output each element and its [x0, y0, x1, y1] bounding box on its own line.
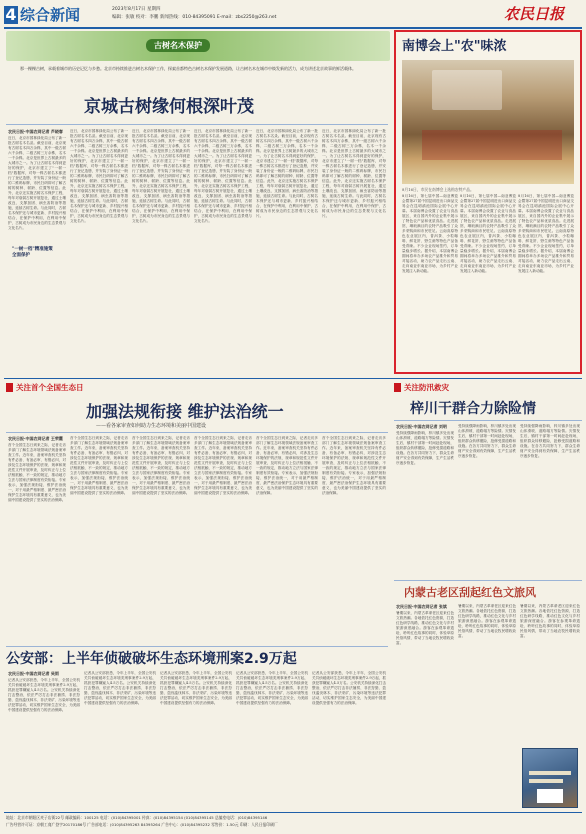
eco-byline: 农民日报·中国农网记者 王荣霞 [8, 436, 63, 441]
eco-divider [6, 432, 388, 433]
section-tag-label: 关注防汛救灾 [404, 383, 449, 392]
newspaper-logo: 农民日报 [504, 5, 565, 23]
main-body-col-3: 近日，北京市园林绿化局公布了新一批古树名木名录。截至目前，北京现有古树名木四万余株，其中一级古树六千余株、二级古树三万余株，名木一千余株。北京是世界上古树最多的大城市之一。为了让古树名木得到更好的保护，北京市建立了"一树一档"数据库，对每一株古树名木都进行了登记造册，并安装了身份证一般的二维码标牌，市民扫码即可了解古树的树种、树龄、位置等信息。此外，北京还实施古树名木保护工程，每年对衰弱古树开展复壮，通过土壤改良、支撑加固、病虫害防治等措施，延续古树生命。与此同时，古树名木保护还与城市更新、乡村振兴相结合，在保护中利用，在利用中保护，古树成为市民身边的生态景观与文化名片。 [132, 129, 190, 223]
masthead [4, 4, 582, 26]
section-tag-left [6, 382, 390, 393]
bottom-body-col-2: 记者从公安部获悉，今年上半年，全国公安机关共侦破破坏生态环境类刑事案件2.9万起，抓获犯罪嫌疑人4.5万名。公安机关持续深化打击整治，依法严厉打击非法捕捞、非法狩猎、盗伐滥伐林木、非法采矿、污染环境等违法犯罪活动，切实维护国家生态安全，为美丽中国建设提供坚强有力的法治保障。 [84, 671, 156, 705]
flood-divider [394, 420, 582, 421]
main-body-col-2: 近日，北京市园林绿化局公布了新一批古树名木名录。截至目前，北京现有古树名木四万余株，其中一级古树六千余株、二级古树三万余株，名木一千余株。北京是世界上古树最多的大城市之一。为了让古树名木得到更好的保护，北京市建立了"一树一档"数据库，对每一株古树名木都进行了登记造册，并安装了身份证一般的二维码标牌，市民扫码即可了解古树的树种、树龄、位置等信息。此外，北京还实施古树名木保护工程，每年对衰弱古树开展复壮，通过土壤改良、支撑加固、病虫害防治等措施，延续古树生命。与此同时，古树名木保护还与城市更新、乡村振兴相结合，在保护中利用，在利用中保护，古树成为市民身边的生态景观与文化名片。 [70, 129, 128, 223]
eco-headline: 加强法规衔接 维护法治统一 [86, 402, 284, 421]
photo-highlight [432, 70, 502, 110]
section-rule [4, 378, 582, 379]
im-divider [394, 580, 582, 581]
footer-line-1: 地址：北京市朝阳区麦子店街22号 邮政编码：100125 电话：(010)84395001 传真：(010)84395154 (010)84395145 总编室电话：(010)84395146 [6, 815, 268, 820]
tag-marker [394, 383, 401, 392]
bottom-headline: 公安部：上半年侦破破坏生态环境刑案2.9万起 [6, 651, 297, 667]
tag-marker [6, 383, 13, 392]
sidebar-body-col-2: 8月16日，第七届中国—南亚博览会暨第27届中国昆明进出口商品交易会在昆明滇池国际会展中心开幕。本届南博会设置了农业与食品展区，来自国内外的企业集中展示了特色农产品和优质食品。走进展馆，琳琅满目的农特产品吸引了众多采购商和市民驻足。云南高原特色农业展区内，普洱茶、小粒咖啡、鲜花饼、野生菌等特色产品备受青睐。不少企业现场签约，订单量稳步增长。据介绍，本届南博会期间将举办多场农产品推介和贸易对接活动，助力农产品走出云南、走向南亚东南亚市场，为乡村产业发展注入新动能。 [460, 194, 516, 273]
eco-body-col-1: 首个全国生态日到来之际，记者走访多部门了解生态环境领域法规备案审查工作。近年来，备案审查机关坚持有件必备、有备必审、有错必纠，对涉及生态环境保护的法规、规章和规范性文件开展审查，及时纠正与上位法相抵触、不一致的规定，推动地方立法与国家法律制度有效衔接。专家表示，加强法规衔接、维护法治统一，对于用最严格制度、最严密法治保护生态环境具有重要意义，也为美丽中国建设提供了坚实的法治保障。 [8, 443, 66, 502]
banner [6, 31, 390, 61]
eco-body-col-5: 首个全国生态日到来之际，记者走访多部门了解生态环境领域法规备案审查工作。近年来，备案审查机关坚持有件必备、有备必审、有错必纠，对涉及生态环境保护的法规、规章和规范性文件开展审查，及时纠正与上位法相抵触、不一致的规定，推动地方立法与国家法律制度有效衔接。专家表示，加强法规衔接、维护法治统一，对于用最严格制度、最严密法治保护生态环境具有重要意义，也为美丽中国建设提供了坚实的法治保障。 [256, 436, 318, 495]
sidebar-photo [402, 60, 574, 184]
photo-stall [422, 130, 562, 160]
main-body-col-6: 近日，北京市园林绿化局公布了新一批古树名木名录。截至目前，北京现有古树名木四万余株，其中一级古树六千余株、二级古树三万余株，名木一千余株。北京是世界上古树最多的大城市之一。为了让古树名木得到更好的保护，北京市建立了"一树一档"数据库，对每一株古树名木都进行了登记造册，并安装了身份证一般的二维码标牌，市民扫码即可了解古树的树种、树龄、位置等信息。此外，北京还实施古树名木保护工程，每年对衰弱古树开展复壮，通过土壤改良、支撑加固、病虫害防治等措施，延续古树生命。与此同时，古树名木保护还与城市更新、乡村振兴相结合，在保护中利用，在利用中保护，古树成为市民身边的生态景观与文化名片。 [322, 129, 386, 218]
flood-body-col-2: 受持续强降雨影响，梓川镇多处出现山体滑坡、道路塌方等险情。灾情发生后，镇村干部第一时间赶赴现场，组织群众转移避险，抢修受损道路和设施。在各方共同努力下，群众生命财产安全得到有效保障，生产生活秩序逐步恢复。 [458, 424, 516, 458]
im-body-col-2: 暑期以来，内蒙古革命老区迎来红色文旅热潮。各地依托红色资源，打造红色研学线路，推动红色文化与乡村旅游深度融合。游客在参观革命遗址、聆听红色故事的同时，体验草原民俗风情，带动了当地农牧民增收致富。 [458, 604, 516, 638]
flood-body-col-3: 受持续强降雨影响，梓川镇多处出现山体滑坡、道路塌方等险情。灾情发生后，镇村干部第一时间赶赴现场，组织群众转移避险，抢修受损道路和设施。在各方共同努力下，群众生命财产安全得到有效保障，生产生活秩序逐步恢复。 [520, 424, 580, 458]
divider [6, 124, 388, 125]
footer-rule [4, 812, 582, 813]
sidebar-photo-caption: 8月16日，市民在南博会上选购农特产品。 [402, 187, 474, 192]
eco-body-col-3: 首个全国生态日到来之际，记者走访多部门了解生态环境领域法规备案审查工作。近年来，备案审查机关坚持有件必备、有备必审、有错必纠，对涉及生态环境保护的法规、规章和规范性文件开展审查，及时纠正与上位法相抵触、不一致的规定，推动地方立法与国家法律制度有效衔接。专家表示，加强法规衔接、维护法治统一，对于用最严格制度、最严密法治保护生态环境具有重要意义，也为美丽中国建设提供了坚实的法治保障。 [132, 436, 190, 495]
main-headline: 京城古树缘何根深叶茂 [84, 97, 254, 117]
flood-headline: 梓川干群合力除险情 [410, 401, 536, 417]
bottom-body-col-4: 记者从公安部获悉，今年上半年，全国公安机关共侦破破坏生态环境类刑事案件2.9万起，抓获犯罪嫌疑人4.5万名。公安机关持续深化打击整治，依法严厉打击非法捕捞、非法狩猎、盗伐滥伐林木、非法采矿、污染环境等违法犯罪活动，切实维护国家生态安全，为美丽中国建设提供坚强有力的法治保障。 [236, 671, 308, 705]
date-line: 2023年8月17日 星期四 [112, 7, 161, 12]
eco-body-col-6: 首个全国生态日到来之际，记者走访多部门了解生态环境领域法规备案审查工作。近年来，备案审查机关坚持有件必备、有备必审、有错必纠，对涉及生态环境保护的法规、规章和规范性文件开展审查，及时纠正与上位法相抵触、不一致的规定，推动地方立法与国家法律制度有效衔接。专家表示，加强法规衔接、维护法治统一，对于用最严格制度、最严密法治保护生态环境具有重要意义，也为美丽中国建设提供了坚实的法治保障。 [322, 436, 386, 495]
bottom-body-col-3: 记者从公安部获悉，今年上半年，全国公安机关共侦破破坏生态环境类刑事案件2.9万起，抓获犯罪嫌疑人4.5万名。公安机关持续深化打击整治，依法严厉打击非法捕捞、非法狩猎、盗伐滥伐林木、非法采矿、污染环境等违法犯罪活动，切实维护国家生态安全，为美丽中国建设提供坚强有力的法治保障。 [160, 671, 232, 705]
sidebar-headline: 南博会上"农"味浓 [402, 39, 507, 54]
flood-body-col-1: 受持续强降雨影响，梓川镇多处出现山体滑坡、道路塌方等险情。灾情发生后，镇村干部第一时间赶赴现场，组织群众转移避险，抢修受损道路和设施。在各方共同努力下，群众生命财产安全得到有效保障，生产生活秩序逐步恢复。 [396, 431, 454, 465]
banner-label: 古树名木保护 [146, 39, 210, 52]
sidebar-body-col-3: 8月16日，第七届中国—南亚博览会暨第27届中国昆明进出口商品交易会在昆明滇池国际会展中心开幕。本届南博会设置了农业与食品展区，来自国内外的企业集中展示了特色农产品和优质食品。走进展馆，琳琅满目的农特产品吸引了众多采购商和市民驻足。云南高原特色农业展区内，普洱茶、小粒咖啡、鲜花饼、野生菌等特色产品备受青睐。不少企业现场签约，订单量稳步增长。据介绍，本届南博会期间将举办多场农产品推介和贸易对接活动，助力农产品走出云南、走向南亚东南亚市场，为乡村产业发展注入新动能。 [518, 194, 574, 273]
ad-qr-code [537, 789, 563, 803]
bottom-body-col-1: 记者从公安部获悉，今年上半年，全国公安机关共侦破破坏生态环境类刑事案件2.9万起，抓获犯罪嫌疑人4.5万名。公安机关持续深化打击整治，依法严厉打击非法捕捞、非法狩猎、盗伐滥伐林木、非法采矿、污染环境等违法犯罪活动，切实维护国家生态安全，为美丽中国建设提供坚强有力的法治保障。 [8, 678, 80, 712]
sidebar-body-col-1: 8月16日，第七届中国—南亚博览会暨第27届中国昆明进出口商品交易会在昆明滇池国际会展中心开幕。本届南博会设置了农业与食品展区，来自国内外的企业集中展示了特色农产品和优质食品。走进展馆，琳琅满目的农特产品吸引了众多采购商和市民驻足。云南高原特色农业展区内，普洱茶、小粒咖啡、鲜花饼、野生菌等特色产品备受青睐。不少企业现场签约，订单量稳步增长。据介绍，本届南博会期间将举办多场农产品推介和贸易对接活动，助力农产品走出云南、走向南亚东南亚市场，为乡村产业发展注入新动能。 [402, 194, 458, 273]
im-headline: 内蒙古老区刮起红色文旅风 [404, 586, 536, 599]
eco-body-col-4: 首个全国生态日到来之际，记者走访多部门了解生态环境领域法规备案审查工作。近年来，备案审查机关坚持有件必备、有备必审、有错必纠，对涉及生态环境保护的法规、规章和规范性文件开展审查，及时纠正与上位法相抵触、不一致的规定，推动地方立法与国家法律制度有效衔接。专家表示，加强法规衔接、维护法治统一，对于用最严格制度、最严密法治保护生态环境具有重要意义，也为美丽中国建设提供了坚实的法治保障。 [194, 436, 252, 495]
ad-text-bar [529, 779, 563, 783]
section-tag-right [394, 382, 582, 393]
im-body-col-1: 暑期以来，内蒙古革命老区迎来红色文旅热潮。各地依托红色资源，打造红色研学线路，推动红色文化与乡村旅游深度融合。游客在参观革命遗址、聆听红色故事的同时，体验草原民俗风情，带动了当地农牧民增收致富。 [396, 611, 454, 645]
main-subhead-2: 全面保护 [12, 253, 30, 258]
eco-body-col-2: 首个全国生态日到来之际，记者走访多部门了解生态环境领域法规备案审查工作。近年来，备案审查机关坚持有件必备、有备必审、有错必纠，对涉及生态环境保护的法规、规章和规范性文件开展审查，及时纠正与上位法相抵触、不一致的规定，推动地方立法与国家法律制度有效衔接。专家表示，加强法规衔接、维护法治统一，对于用最严格制度、最严密法治保护生态环境具有重要意义，也为美丽中国建设提供了坚实的法治保障。 [70, 436, 128, 495]
flood-byline: 农民日报·中国农网记者 刘明 [396, 424, 447, 429]
im-byline: 农民日报·中国农网记者 张斌 [396, 604, 447, 609]
main-body-col-1: 近日，北京市园林绿化局公布了新一批古树名木名录。截至目前，北京现有古树名木四万余株，其中一级古树六千余株、二级古树三万余株，名木一千余株。北京是世界上古树最多的大城市之一。为了让古树名木得到更好的保护，北京市建立了"一树一档"数据库，对每一株古树名木都进行了登记造册，并安装了身份证一般的二维码标牌，市民扫码即可了解古树的树种、树龄、位置等信息。此外，北京还实施古树名木保护工程，每年对衰弱古树开展复壮，通过土壤改良、支撑加固、病虫害防治等措施，延续古树生命。与此同时，古树名木保护还与城市更新、乡村振兴相结合，在保护中利用，在利用中保护，古树成为市民身边的生态景观与文化名片。 [8, 136, 66, 230]
ad-text-bar [529, 771, 571, 775]
footer-line-2: 广告经营许可证：京朝工商广登字20170186号 广告部电话：(010)84395263 84395264 广告中心：(010)84395232 零售价：1.50元 印刷：人民日报印刷厂 [6, 822, 278, 827]
masthead-rule [4, 27, 582, 29]
section-title: 综合新闻 [20, 6, 81, 24]
main-subhead-1: "一树一档"精准施策 [12, 247, 53, 252]
section-tag-label: 关注首个全国生态日 [16, 383, 84, 392]
bottom-body-col-5: 记者从公安部获悉，今年上半年，全国公安机关共侦破破坏生态环境类刑事案件2.9万起，抓获犯罪嫌疑人4.5万名。公安机关持续深化打击整治，依法严厉打击非法捕捞、非法狩猎、盗伐滥伐林木、非法采矿、污染环境等违法犯罪活动，切实维护国家生态安全，为美丽中国建设提供坚强有力的法治保障。 [312, 671, 386, 705]
main-byline: 农民日报·中国农网记者 芦晓春 [8, 129, 63, 134]
page-number: 4 [5, 5, 17, 24]
intro-text: 那一棵棵古树，承载着城市的历史记忆与乡愁。北京市持续推进古树名木保护工作，探索首都特色古树名木保护发展道路，让古树名木在城市中焕发新的活力，成为讲述北京故事的鲜活载体。 [20, 66, 356, 71]
main-body-col-4: 近日，北京市园林绿化局公布了新一批古树名木名录。截至目前，北京现有古树名木四万余株，其中一级古树六千余株、二级古树三万余株，名木一千余株。北京是世界上古树最多的大城市之一。为了让古树名木得到更好的保护，北京市建立了"一树一档"数据库，对每一株古树名木都进行了登记造册，并安装了身份证一般的二维码标牌，市民扫码即可了解古树的树种、树龄、位置等信息。此外，北京还实施古树名木保护工程，每年对衰弱古树开展复壮，通过土壤改良、支撑加固、病虫害防治等措施，延续古树生命。与此同时，古树名木保护还与城市更新、乡村振兴相结合，在保护中利用，在利用中保护，古树成为市民身边的生态景观与文化名片。 [194, 129, 252, 223]
bottom-divider [6, 646, 388, 647]
editor-line: 编辑：张敏 校对：李鹏 新闻热线：010-84395091 E-mail：zbs2250@263.net [112, 15, 277, 20]
im-ad-image [522, 748, 578, 808]
bottom-byline: 农民日报·中国农网记者 吴雨 [8, 671, 59, 676]
sidebar-box [394, 30, 582, 374]
main-body-col-5: 近日，北京市园林绿化局公布了新一批古树名木名录。截至目前，北京现有古树名木四万余株，其中一级古树六千余株、二级古树三万余株，名木一千余株。北京是世界上古树最多的大城市之一。为了让古树名木得到更好的保护，北京市建立了"一树一档"数据库，对每一株古树名木都进行了登记造册，并安装了身份证一般的二维码标牌，市民扫码即可了解古树的树种、树龄、位置等信息。此外，北京还实施古树名木保护工程，每年对衰弱古树开展复壮，通过土壤改良、支撑加固、病虫害防治等措施，延续古树生命。与此同时，古树名木保护还与城市更新、乡村振兴相结合，在保护中利用，在利用中保护，古树成为市民身边的生态景观与文化名片。 [256, 129, 318, 218]
eco-subline: ——看各家审查如何助力生态环境和美丽中国建设 [96, 423, 207, 429]
im-body-col-3: 暑期以来，内蒙古革命老区迎来红色文旅热潮。各地依托红色资源，打造红色研学线路，推动红色文化与乡村旅游深度融合。游客在参观革命遗址、聆听红色故事的同时，体验草原民俗风情，带动了当地农牧民增收致富。 [520, 604, 580, 638]
